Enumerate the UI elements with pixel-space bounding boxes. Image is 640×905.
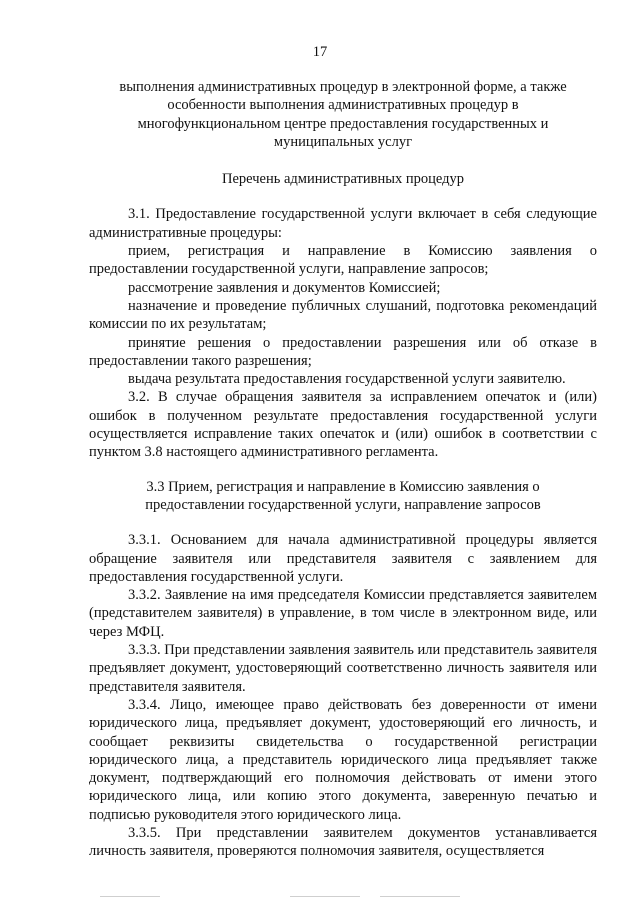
section-3-3-heading-line: предоставлении государственной услуги, направление запросов xyxy=(145,496,541,513)
section-3-3-5: 3.3.5. При представлении заявителем документов устанавливается личность заявителя, проверяются полномочия заявителя, осуществляется xyxy=(89,824,597,860)
intro-heading-line: выполнения административных процедур в электронной форме, а также xyxy=(119,79,567,95)
intro-heading-line: многофункциональном центре предоставления государственных и xyxy=(137,115,549,132)
procedures-list-heading: Перечень административных процедур xyxy=(222,171,464,188)
document-body xyxy=(89,78,597,861)
footer-scan-artifact xyxy=(60,893,620,901)
procedure-item: назначение и проведение публичных слушаний, подготовка рекомендаций комиссии по их результатам; xyxy=(89,297,597,333)
intro-heading xyxy=(89,78,597,151)
intro-heading-line: особенности выполнения административных процедур в xyxy=(167,97,519,114)
procedure-item: выдача результата предоставления государственной услуги заявителю. xyxy=(128,371,566,388)
section-3-3-2: 3.3.2. Заявление на имя председателя Комиссии представляется заявителем (представителем заявителя) в управление, в том числе в электронном виде, или через МФЦ. xyxy=(89,587,597,640)
section-3-1-intro: 3.1. Предоставление государственной услуги включает в себя следующие административные процедуры: xyxy=(89,206,597,241)
section-3-3-1: 3.3.1. Основанием для начала административной процедуры является обращение заявителя или представителя заявителя с заявлением для предоставления государственной услуги. xyxy=(89,532,597,585)
intro-heading-line: муниципальных услуг xyxy=(273,133,413,150)
section-3-3-3: 3.3.3. При представлении заявления заявитель или представитель заявителя предъявляет документ, удостоверяющий соответственно личность заявителя или представителя заявителя. xyxy=(89,642,597,695)
section-3-3-4: 3.3.4. Лицо, имеющее право действовать без доверенности от имени юридического лица, предъявляет документ, удостоверяющий его личность, и сообщает реквизиты свидетельства о государственной регистрации юридического лица, а представитель юридического лица предъявляет также документ, подтверждающий его полномочия действовать от имени этого юридического лица, или копию этого документа, заверенную печатью и подписью руководителя этого юридического лица. xyxy=(89,696,597,823)
page-number: 17 xyxy=(312,44,328,60)
procedure-item: рассмотрение заявления и документов Комиссией; xyxy=(128,279,441,296)
section-3-2: 3.2. В случае обращения заявителя за исправлением опечаток и (или) ошибок в полученном результате предоставления государственной услуги осуществляется исправление таких опечаток и (или) ошибок в соответствии с пунктом 3.8 настоящего административного регламента. xyxy=(89,389,597,461)
procedure-item: принятие решения о предоставлении разрешения или об отказе в предоставлении такого разрешения; xyxy=(89,334,597,369)
procedure-item: прием, регистрация и направление в Комиссию заявления о предоставлении государственной услуги, направление запросов; xyxy=(89,243,597,278)
section-3-3-heading xyxy=(89,478,597,515)
section-3-3-heading-line: 3.3 Прием, регистрация и направление в Комиссию заявления о xyxy=(146,478,540,495)
